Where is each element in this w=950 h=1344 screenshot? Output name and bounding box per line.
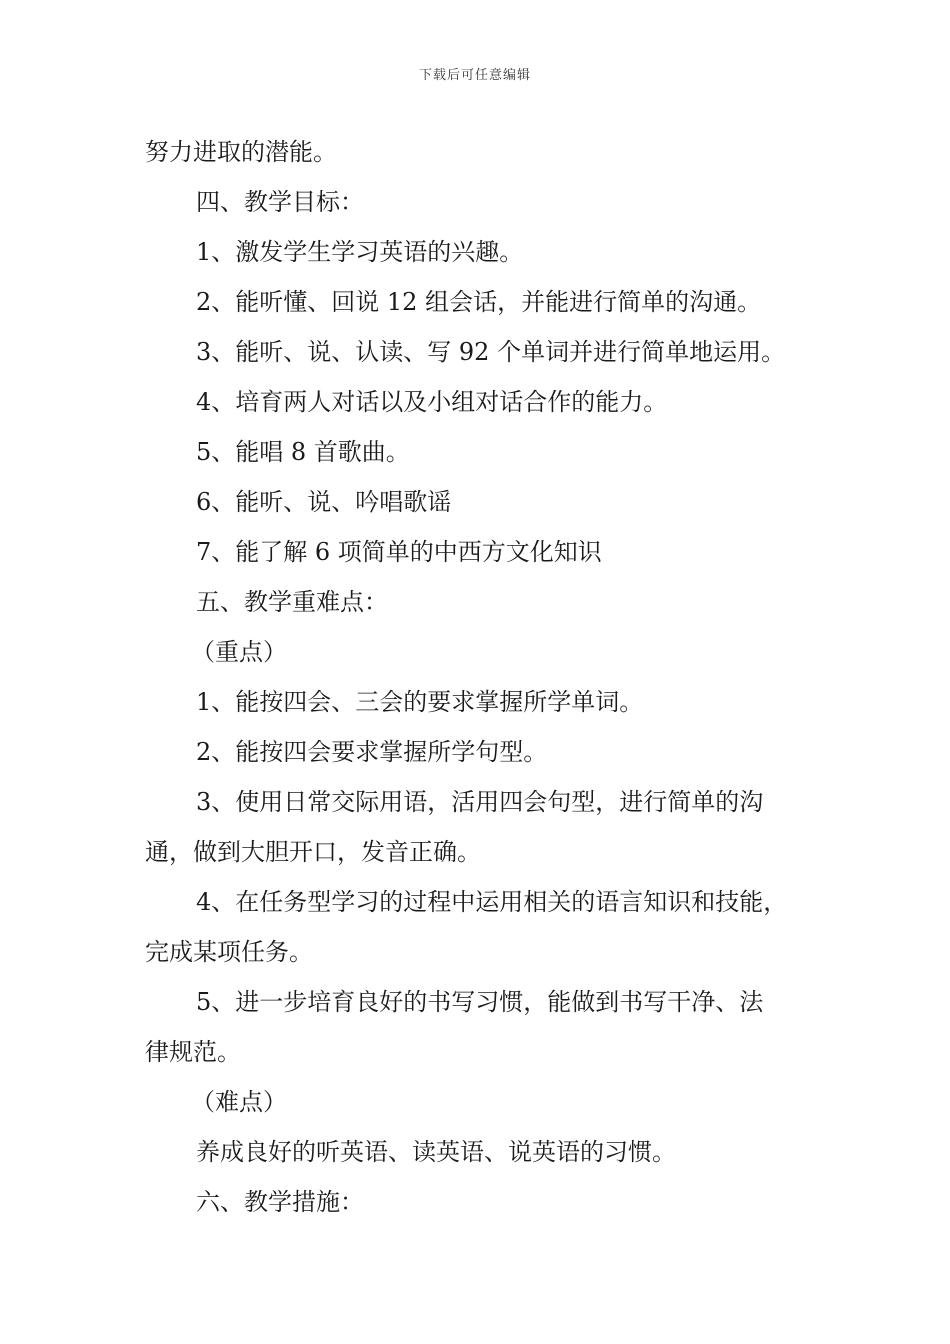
text-line: 1、能按四会、三会的要求掌握所学单词。 xyxy=(196,688,644,716)
text-line: （重点） xyxy=(191,638,287,666)
text-line: 3、使用日常交际用语，活用四会句型，进行简单的沟 xyxy=(196,788,764,816)
text-line: 完成某项任务。 xyxy=(145,938,313,966)
text-line: 五、教学重难点： xyxy=(196,588,388,616)
text-line: 5、进一步培育良好的书写习惯，能做到书写干净、法 xyxy=(196,988,764,1016)
text-line: 养成良好的听英语、读英语、说英语的习惯。 xyxy=(196,1138,676,1166)
text-line: 1、激发学生学习英语的兴趣。 xyxy=(196,238,524,266)
text-line: 7、能了解 6 项简单的中西方文化知识 xyxy=(196,538,602,566)
text-line: 努力进取的潜能。 xyxy=(145,138,337,166)
text-line: 2、能按四会要求掌握所学句型。 xyxy=(196,738,548,766)
text-line: 4、培育两人对话以及小组对话合作的能力。 xyxy=(196,388,668,416)
document-body xyxy=(145,127,810,1227)
text-line: 四、教学目标： xyxy=(196,188,364,216)
text-line: 律规范。 xyxy=(145,1038,241,1066)
page-header: 下载后可任意编辑 xyxy=(418,68,531,83)
text-line: 通，做到大胆开口，发音正确。 xyxy=(145,838,481,866)
text-line: 六、教学措施： xyxy=(196,1188,364,1216)
text-line: （难点） xyxy=(191,1088,287,1116)
text-line: 6、能听、说、吟唱歌谣 xyxy=(196,488,452,516)
text-line: 5、能唱 8 首歌曲。 xyxy=(196,438,410,466)
text-line: 2、能听懂、回说 12 组会话，并能进行简单的沟通。 xyxy=(196,288,762,316)
text-line: 3、能听、说、认读、写 92 个单词并进行简单地运用。 xyxy=(196,338,786,366)
text-line: 4、在任务型学习的过程中运用相关的语言知识和技能， xyxy=(196,888,788,916)
